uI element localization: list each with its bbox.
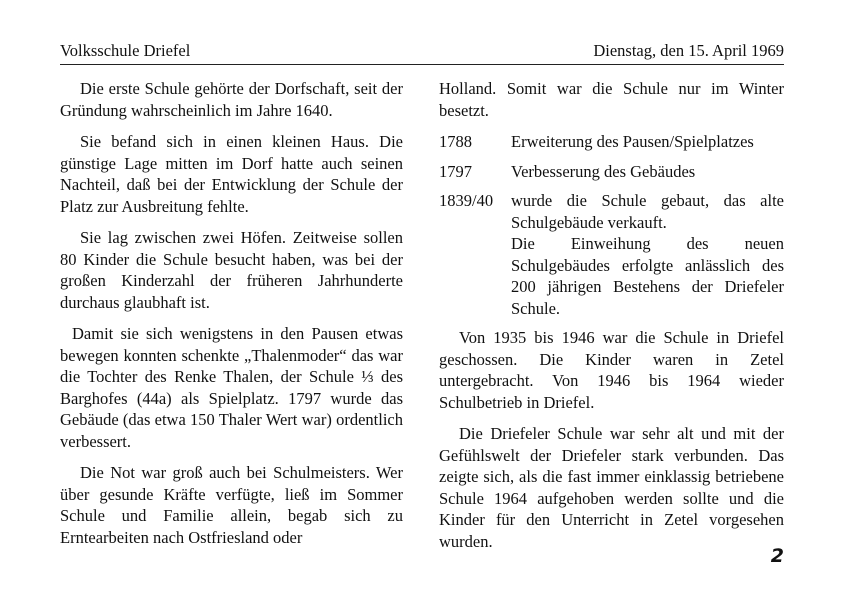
paragraph-playground: Damit sie sich wenigstens in den Pausen etwas bewegen konnten schenkte „Thalenmoder“ das war die Tochter des Renke Thalen, der Schule ⅓ des Barghofes (44a) als Spielplatz. 1797 wurde das Gebäude (das etwa 150 Thaler Wert war) ordentlich verbessert. xyxy=(60,324,403,451)
paragraph-two-farms: Sie lag zwischen zwei Höfen. Zeitweise sollen 80 Kinder die Schule besucht haben, was bei der großen Kinderzahl der früheren Jahrhunderte durchaus glaubhaft ist. xyxy=(60,228,403,312)
page-number: 2 xyxy=(770,545,784,567)
header-school-name: Volksschule Driefel xyxy=(60,41,191,60)
paragraph-emotional-bond: Die Driefeler Schule war sehr alt und mit der Gefühlswelt der Driefeler stark verbunden. Das zeigte sich, als die fast immer einklassig betriebene Schule 1964 aufgehoben werden sollte und die Kinder für den Unterricht in Zetel vorgesehen wurden. xyxy=(439,424,784,551)
entry-year: 1797 xyxy=(439,161,472,181)
entry-year: 1839/40 xyxy=(439,191,494,210)
page-header xyxy=(60,40,784,65)
entry-main-text: wurde die Schule gebaut, das alte Schulgebäude verkauft. xyxy=(511,191,784,232)
entry-year: 1788 xyxy=(439,132,472,151)
entry-main-text: Erweiterung des Pausen/Spielplatzes xyxy=(511,132,754,151)
entry-extra-text: Die Einweihung des neuen Schulgebäudes erfolgte anlässlich des 200 jährigen Bestehens der Driefeler Schule. xyxy=(511,234,784,318)
paragraph-closure-period: Von 1935 bis 1946 war die Schule in Driefel geschossen. Die Kinder waren in Zetel untergebracht. Von 1946 bis 1964 wieder Schulbetrieb in Driefel. xyxy=(439,328,784,412)
paragraph-continuation: Holland. Somit war die Schule nur im Winter besetzt. xyxy=(439,79,784,120)
header-date: Dienstag, den 15. April 1969 xyxy=(593,41,784,60)
paragraph-first-school: Die erste Schule gehörte der Dorfschaft, seit der Gründung wahrscheinlich im Jahre 1640. xyxy=(60,79,403,120)
chronology-entry xyxy=(439,161,784,183)
left-column xyxy=(60,78,403,558)
paragraph-teacher-hardship: Die Not war groß auch bei Schulmeisters. Wer über gesunde Kräfte verfügte, ließ im Sommer Schule und Familie allein, begab sich zu Erntearbeiten nach Ostfriesland oder xyxy=(60,463,403,547)
entry-text xyxy=(511,161,784,183)
entry-text xyxy=(511,190,784,319)
right-column xyxy=(439,78,784,562)
entry-main-text: Verbesserung des Gebäudes xyxy=(511,161,696,181)
paragraph-small-house: Sie befand sich in einen kleinen Haus. Die günstige Lage mitten im Dorf hatte auch seinen Nachteil, daß bei der Entwicklung der Schule der Platz zur Ausbreitung fehlte. xyxy=(60,132,403,216)
chronology-entry xyxy=(439,190,784,319)
chronology-entry xyxy=(439,131,784,153)
entry-text xyxy=(511,131,784,153)
